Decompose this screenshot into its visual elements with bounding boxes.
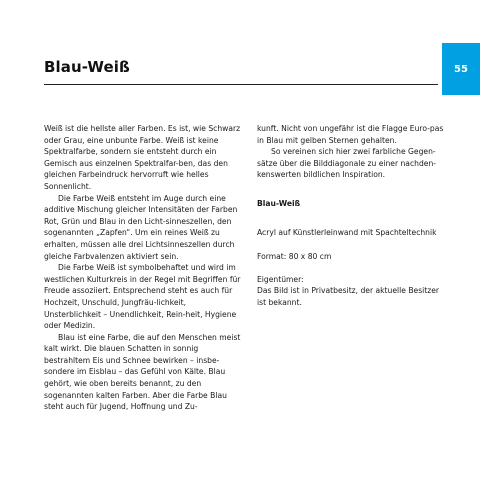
paragraph-1: Weiß ist die hellste aller Farben. Es ist, wie Schwarz oder Grau, eine unbunte Farbe. Weiß ist keine Spektralfarbe, sondern sie entsteht durch ein Gemisch aus einzelnen Spektralfar-ben, das den gleichen Farbeindruck hervorruft wie helles Sonnenlicht. xyxy=(44,124,241,191)
paragraph-4: Blau ist eine Farbe, die auf den Menschen meist kalt wirkt. Die blauen Schatten in sonnig bestrahltem Eis und Schnee bewirken – insbe-sondere im Eisblau – das Gefühl von Kälte. Blau gehört, wie oben bereits benannt, zu den sogenannten kalten Farben. Aber die Farbe Blau steht auch für Jugend, Hoffnung und Zu- xyxy=(44,332,241,412)
owner-label: Eigentümer: xyxy=(257,274,304,284)
artwork-format: Format: 80 x 80 cm xyxy=(257,252,332,262)
paragraph-continuation: kunft. Nicht von ungefähr ist die Flagge Euro-pas in Blau mit gelben Sternen gehalten. xyxy=(257,124,444,145)
owner-text: Das Bild ist in Privatbesitz, der aktuelle Besitzer ist bekannt. xyxy=(257,286,440,307)
page-title: Blau-Weiß xyxy=(44,58,130,76)
artwork-title: Blau-Weiß xyxy=(257,198,301,208)
artwork-technique: Acryl auf Künstlerleinwand mit Spachteltechnik xyxy=(257,227,437,237)
left-text-column xyxy=(44,123,241,413)
page-number-tab xyxy=(442,43,480,95)
paragraph-3: Die Farbe Weiß ist symbolbehaftet und wird im westlichen Kulturkreis in der Regel mit Begriffen für Freude assoziiert. Entsprechend steht es auch für Hochzeit, Unschuld, Jungfräu-lichkeit, Unsterblichkeit – Unendlichkeit, Rein-heit, Hygiene oder Medizin. xyxy=(44,263,241,331)
title-divider xyxy=(44,84,438,85)
paragraph-2: Die Farbe Weiß entsteht im Auge durch eine additive Mischung gleicher Intensitäten der Farben Rot, Grün und Blau in den Licht-sinneszellen, den sogenannten „Zapfen“. Um ein reines Weiß zu erhalten, müssen alle drei Lichtsinneszellen durch gleiche Farbvalenzen aktiviert sein. xyxy=(44,193,238,261)
page-number: 55 xyxy=(454,63,468,75)
paragraph-5: So vereinen sich hier zwei farbliche Gegen-sätze über die Bilddiagonale zu einer nachden-kenswerten bildlichen Inspiration. xyxy=(257,147,436,180)
right-text-column xyxy=(257,123,445,309)
